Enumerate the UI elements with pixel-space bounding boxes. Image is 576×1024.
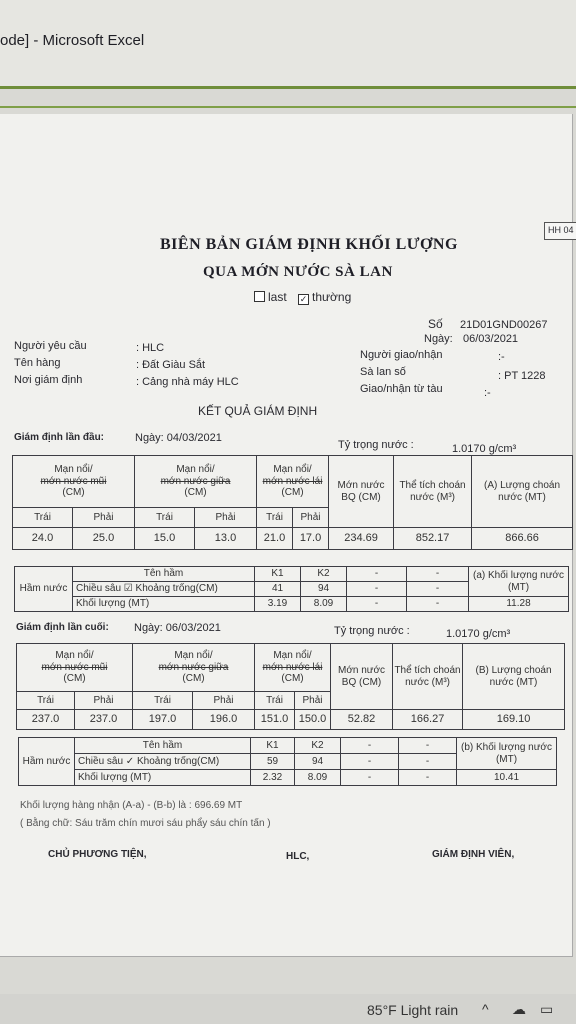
cell-value: 169.10 xyxy=(463,710,565,730)
tank-k2-depth: 94 xyxy=(301,582,347,597)
tank-name-header: Tên hầm xyxy=(75,738,251,754)
sign-owner: CHỦ PHƯƠNG TIỆN, xyxy=(48,849,147,860)
ribbon-accent-line-2 xyxy=(0,106,576,108)
ngay-label: Ngày: xyxy=(424,333,453,345)
goods-label: Tên hàng xyxy=(14,357,61,369)
col-trai: Trái xyxy=(17,692,75,710)
tank-k1-depth: 59 xyxy=(251,754,295,770)
network-icon[interactable]: ▭ xyxy=(540,1001,554,1017)
tank-dash: - xyxy=(399,770,457,786)
tank-dash: - xyxy=(347,597,407,612)
cell-value: 234.69 xyxy=(329,528,394,550)
tank-depth-label: Chiều sâu ✓ Khoảng trống(CM) xyxy=(75,754,251,770)
last-survey-label: Giám định lần cuối: xyxy=(16,622,109,633)
doc-title: BIÊN BẢN GIÁM ĐỊNH KHỐI LƯỢNG xyxy=(160,236,458,253)
sign-surveyor: GIÁM ĐỊNH VIÊN, xyxy=(432,849,515,860)
cell-value: 25.0 xyxy=(73,528,135,550)
col-phai: Phải xyxy=(195,508,257,528)
chevron-up-icon[interactable]: ^ xyxy=(482,1001,489,1017)
result-title: KẾT QUẢ GIÁM ĐỊNH xyxy=(198,404,318,418)
cell-value: 852.17 xyxy=(394,528,472,550)
tank-depth-label: Chiều sâu ☑ Khoảng trống(CM) xyxy=(73,582,255,597)
cell-value: 24.0 xyxy=(13,528,73,550)
cell-value: 151.0 xyxy=(255,710,295,730)
tank-k2-header: K2 xyxy=(301,567,347,582)
ngay-value: 06/03/2021 xyxy=(463,333,519,345)
cloud-icon[interactable]: ☁ xyxy=(512,1001,526,1017)
so-value: 21D01GND00267 xyxy=(460,319,548,331)
last-tank-table xyxy=(18,737,557,786)
tank-k2-header: K2 xyxy=(295,738,341,754)
header-stern: Mạn nổi/ mớn nước lái (CM) xyxy=(255,644,331,692)
goods-value: : Đất Giàu Sắt xyxy=(136,359,206,371)
tank-dash: - xyxy=(399,738,457,754)
tank-group-label: Hầm nước xyxy=(15,567,73,612)
header-bow: Mạn nổi/ mớn nước mũi (CM) xyxy=(13,456,135,508)
cell-value: 196.0 xyxy=(193,710,255,730)
first-tank-table xyxy=(14,566,569,612)
col-trai: Trái xyxy=(133,692,193,710)
col-trai: Trái xyxy=(257,508,293,528)
water-mass-value: 10.41 xyxy=(457,770,557,786)
cell-value: 197.0 xyxy=(133,710,193,730)
option-last-label: last xyxy=(268,290,287,304)
cell-value: 237.0 xyxy=(17,710,75,730)
checkbox-icon[interactable] xyxy=(254,291,265,302)
first-draft-table xyxy=(12,455,573,550)
water-mass-label: (a) Khối lượng nước (MT) xyxy=(469,567,569,597)
tank-k1-header: K1 xyxy=(251,738,295,754)
cell-value: 13.0 xyxy=(195,528,257,550)
requester-label: Người yêu cầu xyxy=(14,340,87,352)
corner-code: HH 04 xyxy=(544,222,576,240)
col-trai: Trái xyxy=(255,692,295,710)
shipper-label: Người giao/nhận xyxy=(360,349,443,361)
header-mid: Mạn nổi/ mớn nước giữa (CM) xyxy=(133,644,255,692)
tank-dash: - xyxy=(407,567,469,582)
tank-dash: - xyxy=(407,597,469,612)
header-volume: Thể tích choán nước (M³) xyxy=(393,644,463,710)
last-density-label: Tỷ trọng nước : xyxy=(334,625,410,637)
tank-mass-label: Khối lượng (MT) xyxy=(75,770,251,786)
last-survey-date: Ngày: 06/03/2021 xyxy=(134,622,221,634)
tank-k1-mass: 3.19 xyxy=(255,597,301,612)
tank-name-header: Tên hầm xyxy=(73,567,255,582)
sign-hlc: HLC, xyxy=(286,851,310,862)
water-mass-label: (b) Khối lượng nước (MT) xyxy=(457,738,557,770)
col-trai: Trái xyxy=(13,508,73,528)
header-volume: Thể tích choán nước (M³) xyxy=(394,456,472,528)
shipper-value: :- xyxy=(498,351,505,363)
barge-label: Sà lan số xyxy=(360,366,406,378)
place-label: Nơi giám định xyxy=(14,374,83,386)
col-phai: Phải xyxy=(293,508,329,528)
weather-text[interactable]: 85°F Light rain xyxy=(367,1002,459,1018)
col-trai: Trái xyxy=(135,508,195,528)
option-thuong-label: thường xyxy=(312,290,352,304)
requester-value: : HLC xyxy=(136,342,165,354)
tank-dash: - xyxy=(341,738,399,754)
header-displacement: (B) Lượng choán nước (MT) xyxy=(463,644,565,710)
header-stern: Mạn nổi/ mớn nước lái (CM) xyxy=(257,456,329,508)
col-phai: Phải xyxy=(75,692,133,710)
tank-k1-depth: 41 xyxy=(255,582,301,597)
header-mid: Mạn nổi/ mớn nước giữa (CM) xyxy=(135,456,257,508)
cell-value: 15.0 xyxy=(135,528,195,550)
tank-dash: - xyxy=(399,754,457,770)
tank-k2-mass: 8.09 xyxy=(295,770,341,786)
tank-k2-depth: 94 xyxy=(295,754,341,770)
header-bow: Mạn nổi/ mớn nước mũi (CM) xyxy=(17,644,133,692)
tank-dash: - xyxy=(347,567,407,582)
checkbox-checked-icon[interactable]: ✓ xyxy=(299,294,308,304)
option-thuong[interactable] xyxy=(298,290,351,305)
from-ship-value: :- xyxy=(484,387,491,399)
header-mean-draft: Mớn nước BQ (CM) xyxy=(331,644,393,710)
option-last[interactable] xyxy=(254,290,287,304)
summary-line: Khối lượng hàng nhận (A-a) - (B-b) là : 696.69 MT xyxy=(20,800,243,811)
col-phai: Phải xyxy=(73,508,135,528)
window-title: ode] - Microsoft Excel xyxy=(0,32,145,49)
summary-words: ( Bằng chữ: Sáu trăm chín mươi sáu phẩy sáu chín tấn ) xyxy=(20,818,271,829)
barge-value: : PT 1228 xyxy=(498,370,546,382)
cell-value: 237.0 xyxy=(75,710,133,730)
cell-value: 17.0 xyxy=(293,528,329,550)
first-survey-label: Giám định lần đầu: xyxy=(14,432,105,443)
place-value: : Cảng nhà máy HLC xyxy=(136,376,239,388)
cell-value: 166.27 xyxy=(393,710,463,730)
first-density-label: Tỷ trọng nước : xyxy=(338,439,414,451)
tank-k2-mass: 8.09 xyxy=(301,597,347,612)
cell-value: 52.82 xyxy=(331,710,393,730)
last-draft-table xyxy=(16,643,565,730)
tank-mass-label: Khối lượng (MT) xyxy=(73,597,255,612)
tank-k1-mass: 2.32 xyxy=(251,770,295,786)
header-mean-draft: Mớn nước BQ (CM) xyxy=(329,456,394,528)
cell-value: 150.0 xyxy=(295,710,331,730)
tank-k1-header: K1 xyxy=(255,567,301,582)
last-density-value: 1.0170 g/cm³ xyxy=(446,628,511,640)
first-survey-date: Ngày: 04/03/2021 xyxy=(135,432,222,444)
tank-dash: - xyxy=(407,582,469,597)
tank-dash: - xyxy=(347,582,407,597)
ribbon-accent-line xyxy=(0,86,576,89)
tank-dash: - xyxy=(341,754,399,770)
doc-subtitle: QUA MỚN NƯỚC SÀ LAN xyxy=(203,264,393,280)
taskbar xyxy=(0,994,576,1024)
header-displacement: (A) Lượng choán nước (MT) xyxy=(472,456,573,528)
so-label: Số xyxy=(428,317,443,331)
from-ship-label: Giao/nhận từ tàu xyxy=(360,383,443,395)
col-phai: Phải xyxy=(295,692,331,710)
window-title-bar xyxy=(0,0,576,86)
col-phai: Phải xyxy=(193,692,255,710)
cell-value: 866.66 xyxy=(472,528,573,550)
tank-dash: - xyxy=(341,770,399,786)
tank-group-label: Hầm nước xyxy=(19,738,75,786)
first-density-value: 1.0170 g/cm³ xyxy=(452,443,517,455)
water-mass-value: 11.28 xyxy=(469,597,569,612)
cell-value: 21.0 xyxy=(257,528,293,550)
